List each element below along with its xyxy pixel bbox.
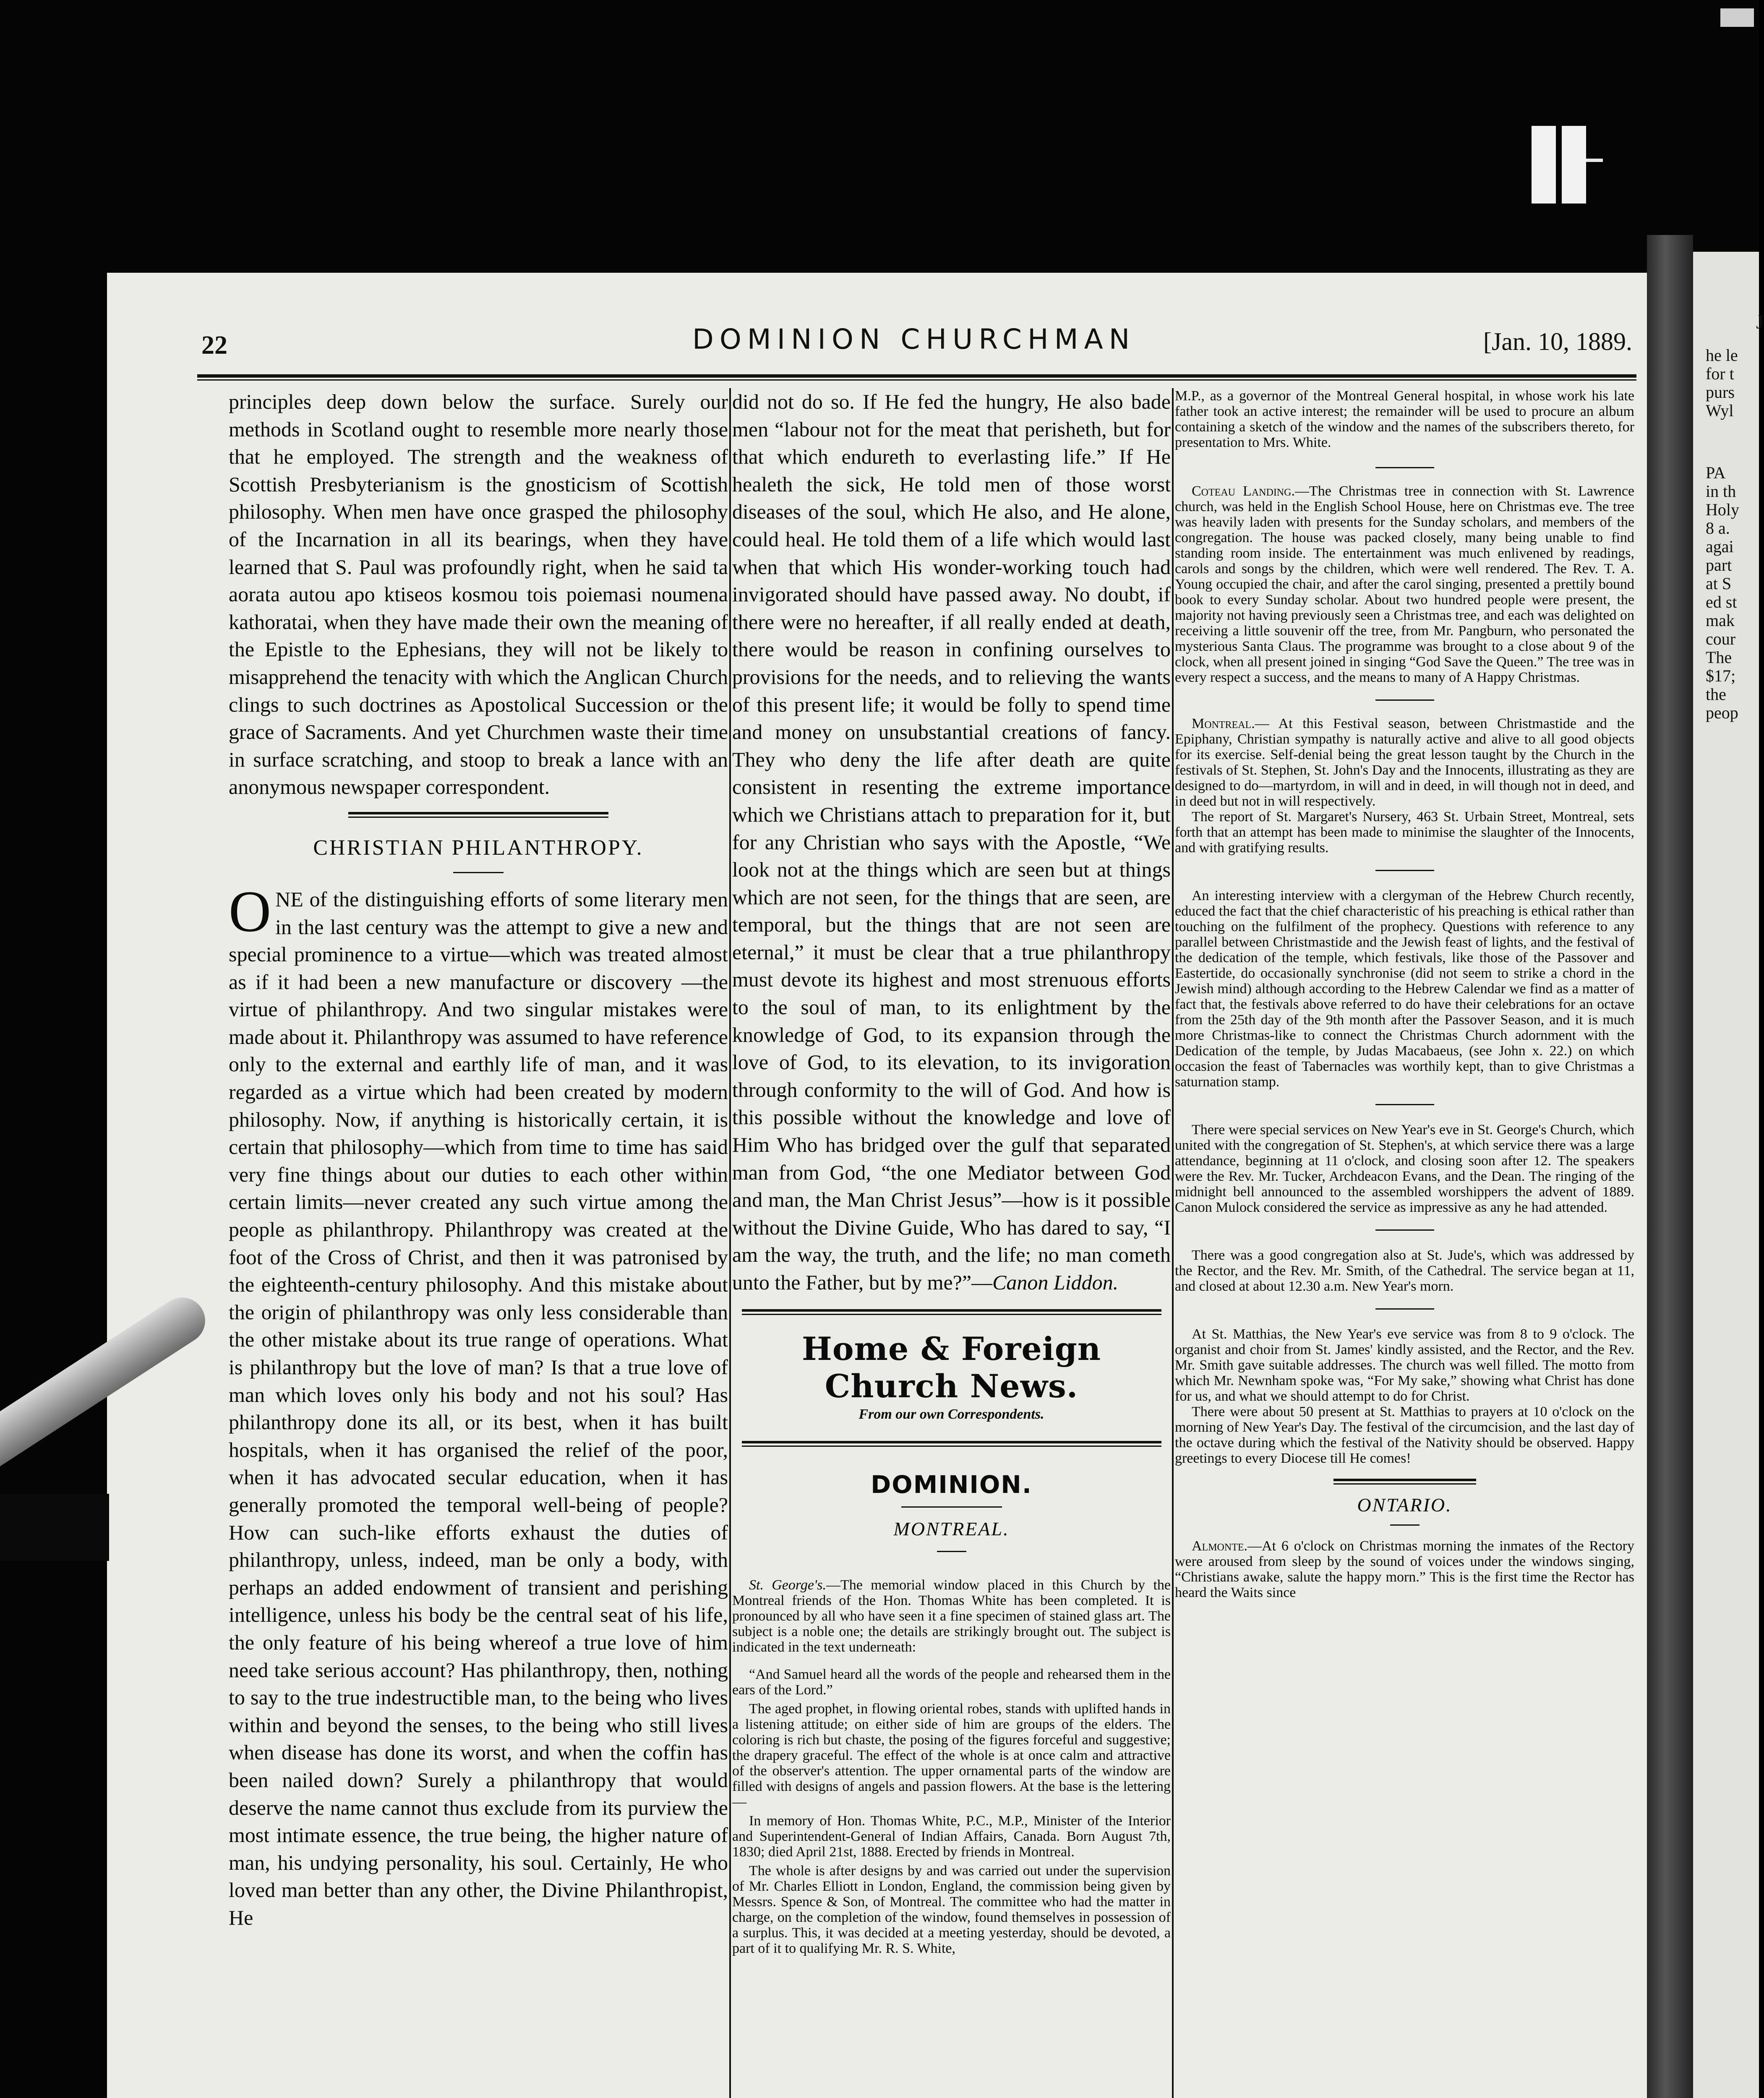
short-rule (1375, 1104, 1434, 1105)
column-2 (732, 388, 1171, 2098)
section-rule (1333, 1479, 1476, 1485)
binding-bar (1562, 126, 1586, 204)
montreal-lead: Montreal. (1192, 716, 1255, 731)
interview-paragraph: An interesting interview with a clergyman of the Hebrew Church recently, educed the fact that the chief characteristic of his preaching is ethical rather than touching on the fulfilment of the prophecy. Questions with reference to any parallel between Christmastide and the Jewish feast of lights, and the festival of the dedication of the temple, which festivals, like those of the Passover and Eastertide, do occasionally synchronise (did not seem to strike a chord in the Jewish mind) although according to the Hebrew Calendar we find as a matter of fact that, the festivals above referred to do have their celebrations for an octave from the 25th day of the 9th month after the Passover Season, and it is much more Christmas-like to connect the Christmas Church adornment with the Dedication of the temple, by Judas Macabaeus, (see John x. 22.) on which occasion the feast of Tabernacles was worthily kept, than to give Christmas a saturnation stamp. (1175, 888, 1634, 1090)
short-rule (1390, 1524, 1420, 1526)
st-george-lead: St. George's. (749, 1577, 826, 1593)
st-george-text: —The memorial window placed in this Church by the Montreal friends of the Hon. Thomas White has been completed. It is pronounced by all who have seen it a fine specimen of stained glass art. The subject is a noble one; the details are strikingly brought out. The subject is indicated in the text underneath: (732, 1577, 1171, 1655)
next-page-line: the (1706, 685, 1726, 704)
binding-bar (1532, 126, 1556, 204)
short-rule (453, 872, 504, 873)
header-rule (197, 374, 1636, 378)
article-continuation (732, 388, 1171, 1297)
next-page-line: for t (1706, 364, 1734, 383)
article-body (229, 879, 728, 1932)
next-page-line: PA (1706, 463, 1726, 482)
coteau-text: —The Christmas tree in connection with St. Lawrence church, was held in the English School House, here on Christmas eve. The tree was heavily laden with presents for the Sunday scholars, and members of the congregation. The house was packed closely, many being unable to find standing room inside. The entertainment was much enlivened by readings, carols and songs by the children, which were well rendered. The Rev. T. A. Young occupied the chair, and after the carol singing, presented a prettily bound book to every Sunday scholar. About two hundred people were present, the majority not having previously seen a Christmas tree, and each was delighted on receiving a little souvenir off the tree, from Mr. Pangburn, who personated the mysterious Santa Claus. The programme was brought to a close about 9 of the clock, when all present joined in singing “God Save the Queen.” The tree was in every respect a success, and the means to many of A Happy Christmas. (1175, 483, 1635, 685)
next-page-line: peop (1706, 703, 1738, 722)
coteau-paragraph (1175, 483, 1634, 685)
coteau-lead: Coteau Landing. (1192, 483, 1295, 499)
next-page-lines (1693, 346, 1759, 722)
foreground-shadow (0, 1494, 109, 1561)
column-divider (1172, 388, 1174, 2098)
article-heading: CHRISTIAN PHILANTHROPY. (313, 835, 644, 860)
next-page-line: 8 a. (1706, 519, 1730, 538)
attribution: Canon Liddon. (992, 1271, 1119, 1294)
st-judes-paragraph: There was a good congregation also at St. Jude's, which was addressed by the Rector, and the Rev. Mr. Smith, of the Cathedral. The service began at 11, and closed at about 12.30 a.m. New Year's morn. (1175, 1247, 1634, 1294)
new-year-paragraph: There were special services on New Year's eve in St. George's Church, which united with the congregation of St. Stephen's, at which service there was a large attendance, beginning at 11 o'clock, and closing soon after 12. The speakers were the Rev. Mr. Tucker, Archdeacon Evans, and the Dean. The ringing of the midnight bell announced to the assembled worshippers the advent of 1889. Canon Mulock considered the service as impressive as any he had attended. (1175, 1122, 1634, 1215)
news-section-subtitle: From our own Correspondents. (859, 1406, 1044, 1422)
newspaper-title: DOMINION CHURCHMAN (692, 323, 1136, 355)
next-page-header: J (1756, 311, 1764, 333)
next-page-line: Wyl (1706, 401, 1734, 420)
column-3 (1175, 388, 1634, 2098)
almonte-text: —At 6 o'clock on Christmas morning the inmates of the Rectory were aroused from sleep by the sound of voices under the windows singing, “Christians awake, salute the happy morn.” This is the first time the Rector has heard the Waits since (1175, 1538, 1634, 1600)
window-description: The aged prophet, in flowing oriental robes, stands with uplifted hands in a listening attitude; on either side of him are groups of the elders. The coloring is rich but chaste, the posing of the figures forceful and suggestive; the drapery graceful. The effect of the whole is at once calm and attractive of the observer's attention. The upper ornamental parts of the window are filled with designs of angels and passion flowers. At the base is the lettering— (732, 1701, 1171, 1810)
article-text: did not do so. If He fed the hungry, He also bade men “labour not for the meat that perisheth, but for that which endureth to everlasting life.” If He healeth the sick, He told men of those worst diseases of the soul, which He also, and He alone, could heal. He told them of a life which would last when that which His wonder-working touch had invigorated should have passed away. No doubt, if there were no hereafter, if all really ended at death, there would be reason in confining ourselves to provisions for the needs, and to relieving the wants of this present life; it would be folly to spend time and money on unsubstantial creations of fancy. They who deny the life after death are quite consistent in resenting the extreme importance which we Christians attach to preparation for it, but for any Christian who says with the Apostle, “We look not at the things which are seen but at things which are not seen, for the things that are seen, are temporal, but the things that are not seen are eternal,” it must be clear that a true philanthropy must devote its highest and most strenuous efforts to the soul of man, to its enlightment by the knowledge of God, to its expansion through the love of God, to its elevation, to its invigoration through conformity to the will of God. And how is this possible without the knowledge and love of Him Who has bridged over the gulf that separated man from God, “the one Mediator between God and man, the Man Christ Jesus”—how is it possible without the Divine Guide, Who has dared to say, “I am the way, the truth, and the life; no man cometh unto the Father, but by me?”— (732, 390, 1171, 1294)
prayers-paragraph: There were about 50 present at St. Matthias to prayers at 10 o'clock on the morning of New Year's Day. The festival of the circumcision, and the last day of the octave during which the festival of the Nativity should be observed. Happy greetings to every Diocese till He comes! (1175, 1404, 1634, 1466)
short-rule (937, 1551, 966, 1552)
page-number: 22 (201, 331, 227, 360)
next-page-line: he le (1706, 346, 1738, 365)
short-rule (1375, 1308, 1434, 1310)
section-rule (742, 1309, 1161, 1315)
next-page-line: mak (1706, 611, 1735, 630)
header-rule (197, 379, 1636, 381)
next-page-line: cour (1706, 629, 1736, 648)
short-rule (1375, 467, 1434, 468)
short-rule (1375, 699, 1434, 701)
section-dominion: DOMINION. (871, 1470, 1032, 1499)
almonte-paragraph (1175, 1538, 1634, 1600)
next-page-line: agai (1706, 537, 1734, 556)
continuation-paragraph: M.P., as a governor of the Montreal General hospital, in whose work his late father took an active interest; the remainder will be used to procure an album containing a sketch of the window and the names of the subscribers thereto, for presentation to Mrs. White. (1175, 388, 1634, 450)
short-rule (901, 1506, 1002, 1508)
almonte-lead: Almonte. (1192, 1538, 1248, 1554)
montreal-paragraph (1175, 716, 1634, 809)
next-page-line: Holy (1706, 500, 1739, 519)
nursery-paragraph: The report of St. Margaret's Nursery, 463 St. Urbain Street, Montreal, sets forth that an attempt has been made to minimise the slaughter of the Innocents, and with gratifying results. (1175, 809, 1634, 856)
news-section-title: Home & Foreign Church News. (802, 1330, 1101, 1405)
subsection-ontario: ONTARIO. (1357, 1494, 1452, 1516)
window-closing: The whole is after designs by and was carried out under the supervision of Mr. Charles Elliott in London, England, the commission being given by Messrs. Spence & Son, of Montreal. The committee who had the matter in charge, on the completion of the window, found themselves in possession of a surplus. This, it was decided at a meeting yesterday, should be devoted, a part of it to qualifying Mr. R. S. White, (732, 1863, 1171, 1956)
st-matthias-paragraph: At St. Matthias, the New Year's eve service was from 8 to 9 o'clock. The organist and choir from St. James' kindly assisted, and the Rector, and the Rev. Mr. Smith gave suitable addresses. The church was well filled. The motto from which Mr. Newnham spoke was, “For My sake,” showing what Christ has done for us, and what we should attempt to do for Christ. (1175, 1326, 1634, 1404)
column-divider (729, 388, 731, 2098)
next-page-line: ed st (1706, 592, 1737, 611)
short-rule (1375, 1229, 1434, 1231)
next-page-edge (1693, 252, 1764, 2098)
page-gutter (1647, 235, 1693, 2098)
next-page-line: at S (1706, 574, 1732, 593)
column-1 (229, 388, 728, 2098)
next-page-line: $17; (1706, 666, 1736, 685)
window-quote: “And Samuel heard all the words of the people and rehearsed them in the ears of the Lord.” (732, 1666, 1171, 1698)
article-text: NE of the distinguishing efforts of some literary men in the last century was the attempt to give a new and special prominence to a virtue—which was treated almost as if it had been a new manufacture or discovery —the virtue of philanthropy. And two singular mistakes were made about it. Philanthropy was assumed to have reference only to the external and earthly life of man, and it was regarded as a virtue which had been created by modern philosophy. Now, if anything is historically certain, it is certain that philosophy—which from time to time has said very fine things about our duties to each other within certain limits—never created any such virtue among the people as philanthropy. Philanthropy was created at the foot of the Cross of Christ, and then it was patronised by the eighteenth-century philosophy. And this mistake about the origin of philanthropy was only less considerable than the other mistake about its true range of operations. What is philanthropy but the love of man? Is that a true love of man which loves only his body and not his soul? Has philanthropy done its all, or its best, when it has built hospitals, when it has organised the relief of the poor, when it has advocated secular education, when it has generally promoted the temporal well-being of people? How can such-like efforts exhaust the duties of philanthropy, unless, indeed, man be only a body, with perhaps an added endowment of transient and perishing intelligence, unless his body be the central seat of his life, the only feature of his being whereof a true love of him need take serious account? Has philanthropy, then, nothing to say to the true indestructible man, to the being who lives within and beyond the senses, to the being who still lives when disease has done its worst, and when the coffin has been nailed down? Surely a philanthropy that would deserve the name cannot thus exclude from its purview the most intimate essence, the true being, the higher nature of man, his undying personality, his soul. Certainly, He who loved man better than any other, the Divine Philanthropist, He (229, 887, 728, 1929)
montreal-text: — At this Festival season, between Christmastide and the Epiphany, Christian sympathy is naturally active and alive to all good objects for its exercise. Self-denial being the great lesson taught by the Church in the festivals of St. Stephen, St. John's Day and the Innocents, illustrating as they are designed to do—martyrdom, in will and in deed, in will though not in deed, and in deed but not in will respectively. (1175, 716, 1634, 809)
next-page-line: in th (1706, 482, 1736, 501)
binding-tick (1586, 159, 1603, 162)
section-rule (742, 1441, 1161, 1447)
next-page-line: purs (1706, 383, 1735, 402)
issue-date: [Jan. 10, 1889. (1483, 328, 1632, 355)
next-page-line: The (1706, 648, 1732, 667)
dropcap: O (229, 879, 271, 944)
st-george-paragraph (732, 1577, 1171, 1655)
scan-edge (1720, 8, 1754, 27)
next-page-line: part (1706, 556, 1732, 574)
page-header (197, 323, 1636, 369)
intro-paragraph: principles deep down below the surface. Surely our methods in Scotland ought to resemble more nearly those that he employed. The strength and the weakness of Scottish Presbyterianism is the gnosticism of Scottish philosophy. When men have once grasped the philosophy of the Incarnation in all its bearings, when they have learned that S. Paul was profoundly right, when he said ta aorata autou apo ktiseos kosmou tois poiemasi noumena kathoratai, when they have made their own the meaning of the Epistle to the Ephesians, they will not be likely to misapprehend the tenacity with which the Anglican Church clings to such doctrines as Apostolical Succession or the grace of Sacraments. And yet Churchmen waste their time in surface scratching, and stoop to break a lance with an anonymous newspaper correspondent. (229, 390, 728, 799)
short-rule (1375, 870, 1434, 871)
section-rule (348, 812, 608, 818)
next-page-line (1693, 420, 1759, 438)
subsection-montreal: MONTREAL. (893, 1518, 1010, 1540)
window-inscription: In memory of Hon. Thomas White, P.C., M.P., Minister of the Interior and Superintendent-General of Indian Affairs, Canada. Born August 7th, 1830; died April 21st, 1888. Erected by friends in Montreal. (732, 1813, 1171, 1860)
